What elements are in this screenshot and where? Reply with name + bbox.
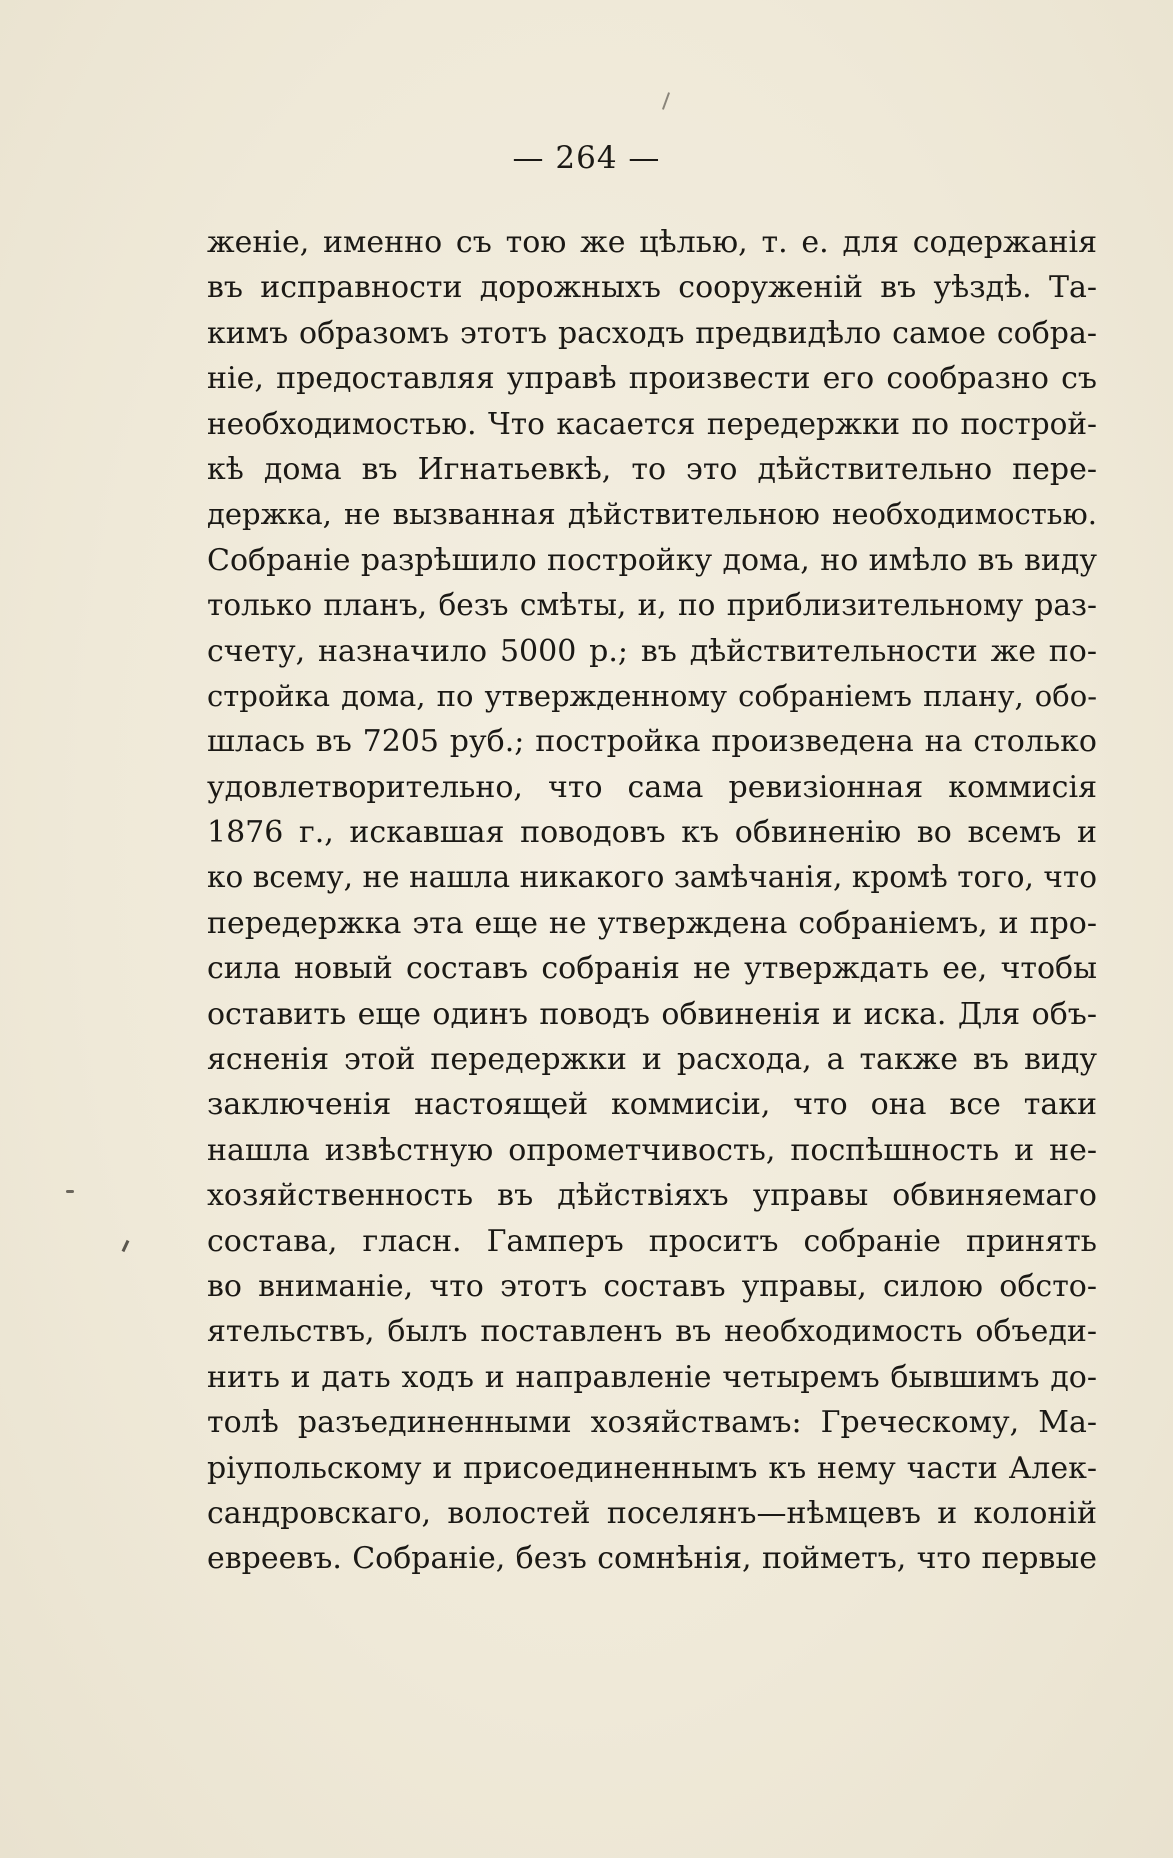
text-line: заключенія настоящей коммисіи, что она все таки (207, 1087, 1097, 1123)
text-line: стройка дома, по утвержденному собраніемъ плану, обо- (207, 678, 1097, 713)
body-text (207, 220, 1097, 1582)
text-line: ріупольскому и присоединеннымъ къ нему части Алек- (207, 1450, 1097, 1486)
page-number: — 264 — (512, 140, 661, 176)
text-line: оставить еще одинъ поводъ обвиненія и иска. Для объ- (207, 996, 1097, 1032)
text-line: ясненія этой передержки и расхода, а также въ виду (207, 1042, 1097, 1078)
text-line: сила новый составъ собранія не утверждать ее, чтобы (207, 951, 1097, 987)
text-line: состава, гласн. Гамперъ проситъ собраніе принять (207, 1223, 1097, 1259)
text-line: ятельствъ, былъ поставленъ въ необходимость объеди- (207, 1314, 1097, 1350)
text-line: хозяйственность въ дѣйствіяхъ управы обвиняемаго (207, 1178, 1097, 1214)
text-line: ко всему, не нашла никакого замѣчанія, кромѣ того, что (207, 860, 1097, 895)
text-line: шлась въ 7205 руб.; постройка произведена на столько (207, 724, 1097, 760)
text-line: въ исправности дорожныхъ сооруженій въ уѣздѣ. Та- (207, 270, 1097, 306)
text-line: удовлетворительно, что сама ревизіонная коммисія (207, 769, 1097, 805)
margin-mark (66, 1190, 74, 1193)
text-line: кѣ дома въ Игнатьевкѣ, то это дѣйствительно пере- (207, 451, 1097, 487)
text-line: Собраніе разрѣшило постройку дома, но имѣло въ виду (207, 542, 1097, 578)
text-line: ніе, предоставляя управѣ произвести его сообразно съ (207, 361, 1097, 397)
text-line: евреевъ. Собраніе, безъ сомнѣнія, пойметъ, что первые (207, 1541, 1097, 1577)
text-line: 1876 г., искавшая поводовъ къ обвиненію во всемъ и (207, 815, 1097, 851)
text-line: сандровскаго, волостей поселянъ—нѣмцевъ и колоній (207, 1495, 1097, 1531)
text-line: только планъ, безъ смѣты, и, по приблизительному раз- (207, 588, 1097, 623)
text-line: нить и дать ходъ и направленіе четыремъ бывшимъ до- (207, 1359, 1097, 1395)
text-line: женіе, именно съ тою же цѣлью, т. е. для содержанія (207, 225, 1097, 260)
text-line: необходимостью. Что касается передержки по построй- (207, 406, 1097, 441)
text-line: толѣ разъединенными хозяйствамъ: Греческому, Ма- (207, 1405, 1097, 1441)
text-line: счету, назначило 5000 р.; въ дѣйствительности же по- (207, 633, 1097, 669)
text-line: во вниманіе, что этотъ составъ управы, силою обсто- (207, 1268, 1097, 1304)
margin-mark (662, 92, 670, 110)
margin-mark (122, 1240, 130, 1252)
text-line: нашла извѣстную опрометчивость, поспѣшность и не- (207, 1132, 1097, 1168)
text-line: держка, не вызванная дѣйствительною необходимостью. (207, 497, 1097, 532)
text-line: кимъ образомъ этотъ расходъ предвидѣло самое собра- (207, 315, 1097, 351)
text-line: передержка эта еще не утверждена собраніемъ, и про- (207, 905, 1097, 941)
